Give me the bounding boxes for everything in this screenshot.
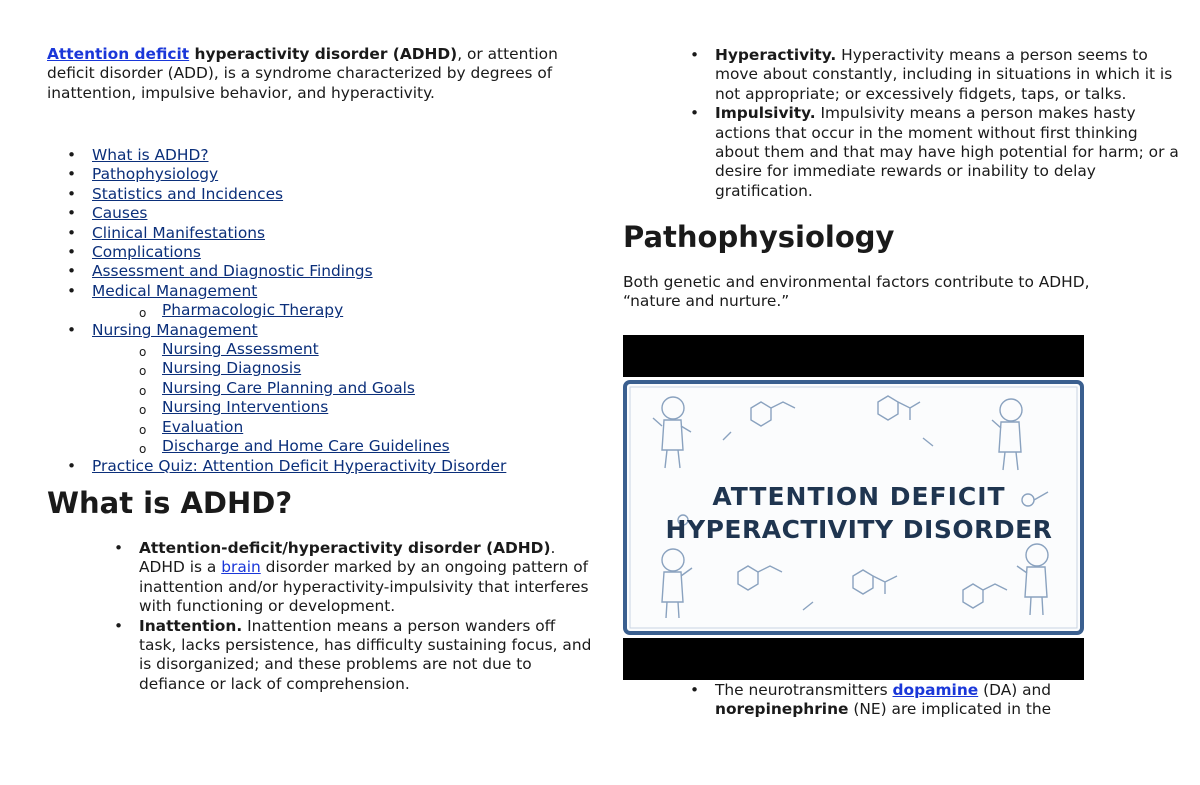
- toc-subitem: [47, 340, 506, 359]
- list-item: [47, 539, 592, 617]
- toc-link-causes[interactable]: Causes: [92, 204, 148, 223]
- toc-subitem: [47, 398, 506, 417]
- definition-text: Inattention means a person wanders off task, lacks persistence, has difficulty sustaining focus, and is disorganized; and these problems are not due to defiance or lack of comprehension.: [139, 616, 592, 693]
- video-title-line2: HYPERACTIVITY DISORDER: [665, 515, 1053, 544]
- toc-link-nursing-diagnosis[interactable]: Nursing Diagnosis: [162, 359, 302, 378]
- term-adhd: Attention-deficit/hyperactivity disorder (ADHD): [139, 539, 551, 557]
- toc-item: [47, 457, 506, 476]
- toc-link-pharmacologic-therapy[interactable]: Pharmacologic Therapy: [162, 301, 344, 320]
- toc-item: [47, 243, 506, 262]
- intro-text: , or attention deficit disorder (ADD), is a syndrome characterized by degrees of inattention, impulsive behavior, and hyperactivity.: [47, 45, 558, 102]
- toc-item: [47, 321, 506, 340]
- toc-item: [47, 262, 506, 281]
- toc-subitem: [47, 301, 506, 320]
- video-title-line1: ATTENTION DEFICIT: [712, 482, 1006, 511]
- definition-text: Hyperactivity means a person seems to move about constantly, including in situations in which it is not appropriate; or excessively fidgets, taps, or talks.: [715, 46, 1173, 103]
- toc-link-evaluation[interactable]: Evaluation: [162, 417, 244, 436]
- definition-text: Impulsivity means a person makes hasty actions that occur in the moment without first thinking about them and that may have high potential for harm; or a desire for immediate rewards or inability to delay gratification.: [715, 104, 1179, 200]
- pathophysiology-paragraph: Both genetic and environmental factors contribute to ADHD, “nature and nurture.”: [623, 273, 1090, 311]
- term-inattention: Inattention.: [139, 616, 243, 635]
- table-of-contents: [47, 146, 506, 476]
- definition-text: disorder marked by an ongoing pattern of inattention and/or hyperactivity-impulsivity that interferes with functioning or development.: [139, 558, 589, 616]
- toc-link-nursing-interventions[interactable]: Nursing Interventions: [162, 398, 329, 417]
- toc-link-practice-quiz[interactable]: Practice Quiz: Attention Deficit Hyperactivity Disorder: [92, 456, 507, 475]
- neurotransmitter-list: [623, 681, 1183, 720]
- definition-text: (NE) are implicated in the: [848, 700, 1052, 719]
- toc-link-nursing-management[interactable]: Nursing Management: [92, 320, 258, 339]
- toc-link-clinical-manifestations[interactable]: Clinical Manifestations: [92, 223, 266, 242]
- intro-paragraph: [47, 45, 592, 103]
- list-item: [623, 104, 1183, 201]
- list-item: [47, 617, 592, 695]
- toc-subitem: [47, 418, 506, 437]
- toc-item: [47, 282, 506, 301]
- term-impulsivity: Impulsivity.: [715, 104, 816, 123]
- toc-link-care-planning[interactable]: Nursing Care Planning and Goals: [162, 378, 415, 397]
- term-norepinephrine: norepinephrine: [715, 700, 849, 719]
- list-item: [623, 46, 1183, 104]
- intro-bold-adhd: hyperactivity disorder (ADHD): [189, 45, 458, 63]
- toc-item: [47, 165, 506, 184]
- video-thumbnail[interactable]: [623, 380, 1084, 635]
- heading-pathophysiology: Pathophysiology: [623, 220, 895, 254]
- video-embed[interactable]: [623, 335, 1084, 680]
- toc-link-nursing-assessment[interactable]: Nursing Assessment: [162, 340, 319, 359]
- link-dopamine[interactable]: dopamine: [892, 681, 979, 699]
- term-hyperactivity: Hyperactivity.: [715, 46, 837, 64]
- definition-text: The neurotransmitters: [715, 681, 893, 699]
- toc-item: [47, 185, 506, 204]
- toc-link-discharge[interactable]: Discharge and Home Care Guidelines: [162, 437, 450, 456]
- video-letterbox-top: [623, 335, 1084, 377]
- toc-link-what-is-adhd[interactable]: What is ADHD?: [92, 146, 209, 164]
- list-item: [623, 681, 1183, 720]
- definition-text: . ADHD is a: [139, 539, 556, 577]
- definition-text: (DA) and: [978, 681, 1052, 699]
- adhd-definition-list: [47, 539, 592, 694]
- toc-subitem: [47, 379, 506, 398]
- toc-link-statistics[interactable]: Statistics and Incidences: [92, 184, 284, 203]
- toc-subitem: [47, 359, 506, 378]
- heading-what-is-adhd: What is ADHD?: [47, 486, 293, 520]
- video-letterbox-bottom: [623, 638, 1084, 680]
- toc-link-medical-management[interactable]: Medical Management: [92, 281, 258, 300]
- toc-link-assessment[interactable]: Assessment and Diagnostic Findings: [92, 262, 373, 281]
- intro-link-attention-deficit[interactable]: Attention deficit: [47, 45, 190, 63]
- toc-item: [47, 224, 506, 243]
- symptom-list: [623, 46, 1183, 201]
- toc-subitem: [47, 437, 506, 456]
- link-brain[interactable]: brain: [221, 558, 261, 577]
- toc-link-complications[interactable]: Complications: [92, 243, 201, 262]
- toc-item: [47, 204, 506, 223]
- toc-link-pathophysiology[interactable]: Pathophysiology: [92, 165, 219, 184]
- toc-item: [47, 146, 506, 165]
